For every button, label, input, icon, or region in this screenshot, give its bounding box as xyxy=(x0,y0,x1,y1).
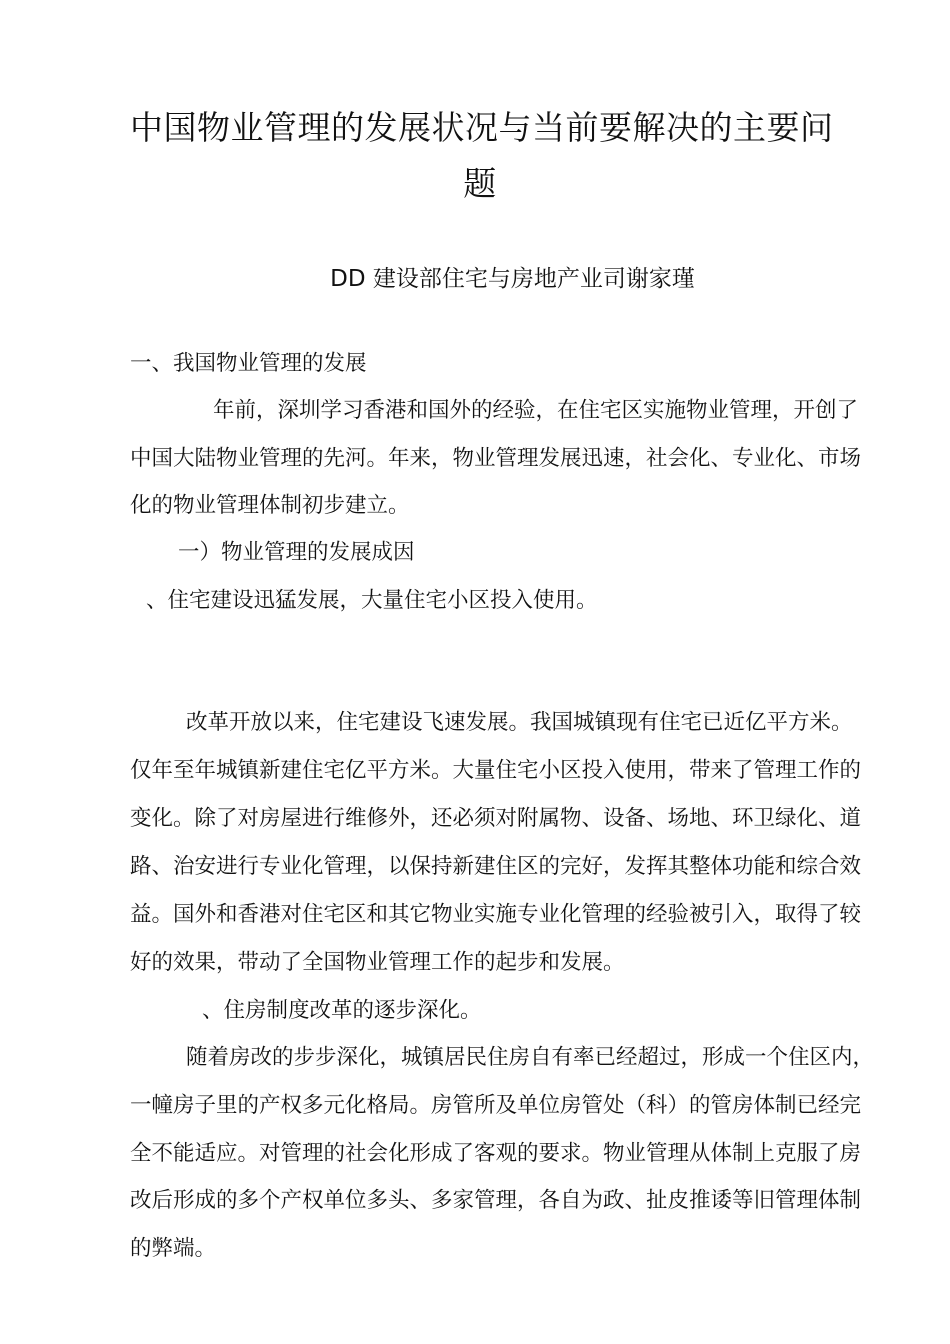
paragraph-line: 中国大陆物业管理的先河。年来，物业管理发展迅速，社会化、专业化、市场 xyxy=(130,446,862,471)
paragraph-line: 仅年至年城镇新建住宅亿平方米。大量住宅小区投入使用，带来了管理工作的 xyxy=(130,758,862,783)
paragraph-line: 年前，深圳学习香港和国外的经验，在住宅区实施物业管理，开创了 xyxy=(213,398,859,423)
paragraph-line: 随着房改的步步深化，城镇居民住房自有率已经超过，形成一个住区内， xyxy=(186,1045,875,1070)
item-heading: 、住房制度改革的逐步深化。 xyxy=(202,998,482,1023)
author-line: DD 建设部住宅与房地产业司谢家瑾 xyxy=(330,266,695,292)
paragraph-line: 的弊端。 xyxy=(130,1236,217,1261)
paragraph-line: 好的效果，带动了全国物业管理工作的起步和发展。 xyxy=(130,950,625,975)
paragraph-line: 益。国外和香港对住宅区和其它物业实施专业化管理的经验被引入，取得了较 xyxy=(130,902,862,927)
subsection-heading: 一）物业管理的发展成因 xyxy=(178,540,415,565)
item-heading: 、住宅建设迅猛发展，大量住宅小区投入使用。 xyxy=(146,588,598,613)
paragraph-line: 一幢房子里的产权多元化格局。房管所及单位房管处（科）的管房体制已经完 xyxy=(130,1093,862,1118)
section-heading: 一、我国物业管理的发展 xyxy=(130,351,367,376)
document-title xyxy=(130,100,834,212)
title-line-2: 题 xyxy=(463,164,497,203)
paragraph-line: 变化。除了对房屋进行维修外，还必须对附属物、设备、场地、环卫绿化、道 xyxy=(130,806,862,831)
paragraph-line: 改革开放以来，住宅建设飞速发展。我国城镇现有住宅已近亿平方米。 xyxy=(186,710,853,735)
title-line-1: 中国物业管理的发展状况与当前要解决的主要问 xyxy=(130,108,834,147)
paragraph-line: 改后形成的多个产权单位多头、多家管理，各自为政、扯皮推诿等旧管理体制 xyxy=(130,1188,862,1213)
paragraph-line: 全不能适应。对管理的社会化形成了客观的要求。物业管理从体制上克服了房 xyxy=(130,1141,862,1166)
paragraph-line: 路、治安进行专业化管理，以保持新建住区的完好，发挥其整体功能和综合效 xyxy=(130,854,862,879)
paragraph-line: 化的物业管理体制初步建立。 xyxy=(130,493,410,518)
